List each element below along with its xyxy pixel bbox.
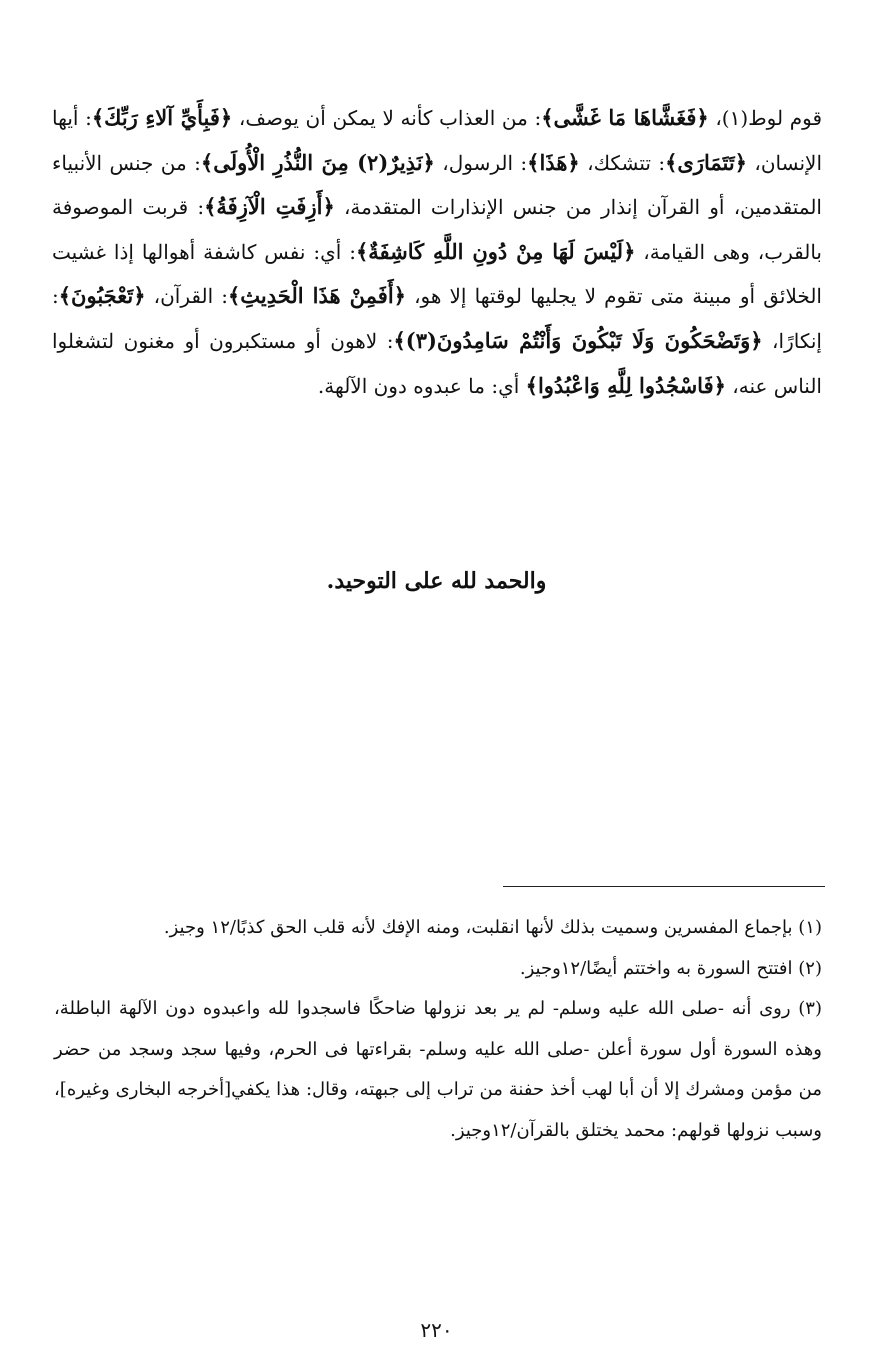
- quran-quote: ﴿أَزِفَتِ الْآزِفَةُ﴾: [204, 194, 335, 220]
- quran-quote: ﴿تَعْجَبُونَ﴾: [58, 283, 146, 309]
- commentary-text: : من العذاب كأنه لا يمكن أن يوصف،: [232, 106, 542, 130]
- commentary-text: : القرآن،: [145, 284, 228, 309]
- quran-quote: ﴿وَتَضْحَكُونَ وَلَا تَبْكُونَ وَأَنْتُمْ سَامِدُونَ(٣)﴾: [393, 327, 763, 353]
- commentary-text: قوم لوط(١)،: [708, 106, 823, 130]
- quran-quote: ﴿تَتَمَارَى﴾: [665, 149, 747, 175]
- quran-quote: ﴿فَاسْجُدُوا لِلَّهِ وَاعْبُدُوا﴾: [525, 372, 726, 398]
- commentary-text: : أي: نفس كاشفة أهوالها إذا غشيت الخلائق أو مبينة متى تقوم لا يجليها لوقتها إلا هو،: [52, 239, 822, 309]
- quran-quote: ﴿لَيْسَ لَهَا مِنْ دُونِ اللَّهِ كَاشِفَةٌ﴾: [355, 238, 636, 264]
- footnotes: [54, 908, 822, 1151]
- quran-quote: ﴿هَذَا﴾: [527, 149, 580, 175]
- footnote: (٢) افتتح السورة به واختتم أيضًا/١٢وجيز.: [519, 957, 822, 979]
- commentary-text: : الرسول،: [434, 150, 528, 175]
- quran-quote: ﴿فَبِأَيِّ آلاءِ رَبِّكَ﴾: [91, 105, 233, 130]
- closing-line: والحمد لله على التوحيد.: [326, 568, 547, 594]
- commentary-text: أي: ما عبدوه دون الآلهة.: [317, 373, 526, 398]
- page-number: ٢٢٠: [420, 1318, 453, 1342]
- commentary-text: : قربت الموصوفة بالقرب، وهى القيامة،: [52, 195, 822, 264]
- commentary-text: : أيها الإنسان،: [52, 106, 822, 175]
- footnote: (٣) روى أنه -صلى الله عليه وسلم- لم ير بعد نزولها ضاحكًا فاسجدوا لله واعبدوه دون الآلهة الباطلة، وهذه السورة أول سورة أعلن -صلى الله عليه وسلم- بقراءتها فى الحرم، وفيها سجد وسجد من حضر من مؤمن ومشرك إلا أن أبا لهب أخذ حفنة من تراب إلى جبهته، وقال: هذا يكفي[أخرجه البخارى وغيره]، وسبب نزولها قولهم: محمد يختلق بالقرآن/١٢وجيز.: [54, 998, 822, 1141]
- footnote-separator: [503, 886, 825, 887]
- quran-quote: ﴿نَذِيرٌ(٢) مِنَ النُّذُرِ الْأُولَى﴾: [200, 149, 435, 175]
- footnote: (١) بإجماع المفسرين وسميت بذلك لأنها انقلبت، ومنه الإفك لأنه قلب الحق كذبًا/١٢ وجيز.: [163, 917, 822, 938]
- quran-quote: ﴿فَغَشَّاهَا مَا غَشَّى﴾: [541, 105, 709, 130]
- quran-quote: ﴿أَفَمِنْ هَذَا الْحَدِيثِ﴾: [227, 283, 406, 309]
- commentary-text: : من جنس الأنبياء المتقدمين، أو القرآن إنذار من جنس الإنذارات المتقدمة،: [52, 150, 822, 220]
- commentary-text: : تتشكك،: [579, 150, 666, 175]
- commentary-text: : إنكارًا،: [52, 284, 822, 353]
- tafsir-paragraph: [52, 96, 822, 408]
- commentary-text: : لاهون أو مستكبرون أو مغنون لتشغلوا الناس عنه،: [52, 328, 822, 398]
